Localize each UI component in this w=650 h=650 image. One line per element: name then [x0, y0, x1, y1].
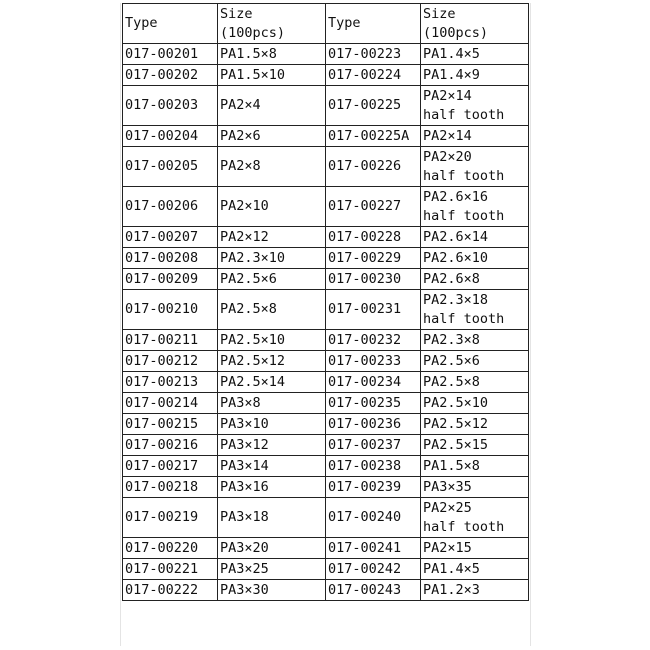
cell-size[interactable]: PA2.3×8 [421, 330, 529, 351]
cell-type[interactable]: 017-00234 [326, 372, 421, 393]
cell-size[interactable]: PA2×20 half tooth [421, 147, 529, 187]
cell-size[interactable]: PA2.5×10 [218, 330, 326, 351]
cell-type[interactable]: 017-00221 [123, 559, 218, 580]
cell-type[interactable]: 017-00243 [326, 580, 421, 601]
table-row [123, 435, 529, 456]
cell-size[interactable]: PA2×4 [218, 86, 326, 126]
table-row [123, 290, 529, 330]
cell-size[interactable]: PA1.2×3 [421, 580, 529, 601]
table-row [123, 498, 529, 538]
cell-size[interactable]: PA2.6×16 half tooth [421, 187, 529, 227]
cell-size[interactable]: PA1.4×5 [421, 44, 529, 65]
cell-type[interactable]: 017-00232 [326, 330, 421, 351]
cell-type[interactable]: 017-00223 [326, 44, 421, 65]
cell-size[interactable]: PA2.3×18 half tooth [421, 290, 529, 330]
cell-size[interactable]: PA2×8 [218, 147, 326, 187]
cell-type[interactable]: 017-00215 [123, 414, 218, 435]
cell-type[interactable]: 017-00218 [123, 477, 218, 498]
table-body [123, 4, 529, 601]
cell-size[interactable]: PA2×14 [421, 126, 529, 147]
cell-type[interactable]: 017-00220 [123, 538, 218, 559]
table-row [123, 330, 529, 351]
cell-type[interactable]: 017-00203 [123, 86, 218, 126]
cell-size[interactable]: PA2.5×15 [421, 435, 529, 456]
cell-type[interactable]: 017-00206 [123, 187, 218, 227]
cell-type[interactable]: 017-00227 [326, 187, 421, 227]
cell-size[interactable]: PA2×12 [218, 227, 326, 248]
cell-size[interactable]: PA1.5×8 [218, 44, 326, 65]
cell-size[interactable]: PA3×10 [218, 414, 326, 435]
table-row [123, 86, 529, 126]
cell-type[interactable]: 017-00222 [123, 580, 218, 601]
cell-type[interactable]: 017-00224 [326, 65, 421, 86]
cell-size[interactable]: PA2.5×8 [218, 290, 326, 330]
table-row [123, 393, 529, 414]
cell-type[interactable]: 017-00235 [326, 393, 421, 414]
cell-size[interactable]: PA3×30 [218, 580, 326, 601]
cell-type[interactable]: 017-00225A [326, 126, 421, 147]
cell-size[interactable]: PA2×25 half tooth [421, 498, 529, 538]
screw-size-table [122, 3, 529, 601]
cell-type[interactable]: 017-00213 [123, 372, 218, 393]
cell-size[interactable]: PA1.4×5 [421, 559, 529, 580]
cell-size[interactable]: PA2.5×12 [218, 351, 326, 372]
header-type[interactable]: Type [326, 4, 421, 44]
cell-size[interactable]: PA3×18 [218, 498, 326, 538]
table-row [123, 456, 529, 477]
table-row [123, 187, 529, 227]
cell-type[interactable]: 017-00207 [123, 227, 218, 248]
cell-size[interactable]: PA2.5×8 [421, 372, 529, 393]
cell-type[interactable]: 017-00217 [123, 456, 218, 477]
table-row [123, 559, 529, 580]
cell-size[interactable]: PA2.6×8 [421, 269, 529, 290]
cell-type[interactable]: 017-00231 [326, 290, 421, 330]
cell-size[interactable]: PA1.5×8 [421, 456, 529, 477]
cell-type[interactable]: 017-00212 [123, 351, 218, 372]
cell-type[interactable]: 017-00201 [123, 44, 218, 65]
cell-type[interactable]: 017-00210 [123, 290, 218, 330]
cell-size[interactable]: PA2.5×10 [421, 393, 529, 414]
cell-size[interactable]: PA3×16 [218, 477, 326, 498]
cell-type[interactable]: 017-00239 [326, 477, 421, 498]
header-size[interactable]: Size (100pcs) [218, 4, 326, 44]
cell-size[interactable]: PA3×14 [218, 456, 326, 477]
table-row [123, 538, 529, 559]
cell-size[interactable]: PA3×35 [421, 477, 529, 498]
cell-size[interactable]: PA2.3×10 [218, 248, 326, 269]
cell-size[interactable]: PA2×15 [421, 538, 529, 559]
table-row [123, 147, 529, 187]
cell-type[interactable]: 017-00230 [326, 269, 421, 290]
cell-type[interactable]: 017-00204 [123, 126, 218, 147]
table-row [123, 269, 529, 290]
cell-type[interactable]: 017-00216 [123, 435, 218, 456]
cell-type[interactable]: 017-00214 [123, 393, 218, 414]
cell-size[interactable]: PA3×12 [218, 435, 326, 456]
table-header-row [123, 4, 529, 44]
table-row [123, 372, 529, 393]
cell-size[interactable]: PA3×25 [218, 559, 326, 580]
cell-size[interactable]: PA2.5×14 [218, 372, 326, 393]
cell-type[interactable]: 017-00238 [326, 456, 421, 477]
cell-size[interactable]: PA2.5×12 [421, 414, 529, 435]
cell-type[interactable]: 017-00241 [326, 538, 421, 559]
table-row [123, 580, 529, 601]
cell-type[interactable]: 017-00237 [326, 435, 421, 456]
cell-type[interactable]: 017-00242 [326, 559, 421, 580]
cell-type[interactable]: 017-00219 [123, 498, 218, 538]
table-row [123, 477, 529, 498]
cell-type[interactable]: 017-00225 [326, 86, 421, 126]
cell-type[interactable]: 017-00205 [123, 147, 218, 187]
cell-type[interactable]: 017-00229 [326, 248, 421, 269]
sheet-gridline-left [120, 3, 121, 646]
header-size[interactable]: Size (100pcs) [421, 4, 529, 44]
table-row [123, 126, 529, 147]
cell-type[interactable]: 017-00236 [326, 414, 421, 435]
table-row [123, 248, 529, 269]
cell-size[interactable]: PA2×6 [218, 126, 326, 147]
cell-type[interactable]: 017-00226 [326, 147, 421, 187]
table-row [123, 65, 529, 86]
cell-type[interactable]: 017-00211 [123, 330, 218, 351]
sheet-gridline-right [530, 3, 531, 646]
spreadsheet [122, 3, 528, 646]
cell-size[interactable]: PA2.5×6 [421, 351, 529, 372]
table-row [123, 414, 529, 435]
cell-size[interactable]: PA2.6×14 [421, 227, 529, 248]
cell-size[interactable]: PA2×10 [218, 187, 326, 227]
cell-size[interactable]: PA1.4×9 [421, 65, 529, 86]
cell-type[interactable]: 017-00209 [123, 269, 218, 290]
header-type[interactable]: Type [123, 4, 218, 44]
cell-type[interactable]: 017-00228 [326, 227, 421, 248]
cell-size[interactable]: PA2.6×10 [421, 248, 529, 269]
cell-size[interactable]: PA2.5×6 [218, 269, 326, 290]
cell-type[interactable]: 017-00240 [326, 498, 421, 538]
cell-size[interactable]: PA2×14 half tooth [421, 86, 529, 126]
cell-size[interactable]: PA3×20 [218, 538, 326, 559]
table-row [123, 44, 529, 65]
cell-type[interactable]: 017-00208 [123, 248, 218, 269]
cell-type[interactable]: 017-00233 [326, 351, 421, 372]
table-row [123, 351, 529, 372]
cell-type[interactable]: 017-00202 [123, 65, 218, 86]
cell-size[interactable]: PA1.5×10 [218, 65, 326, 86]
table-row [123, 227, 529, 248]
cell-size[interactable]: PA3×8 [218, 393, 326, 414]
